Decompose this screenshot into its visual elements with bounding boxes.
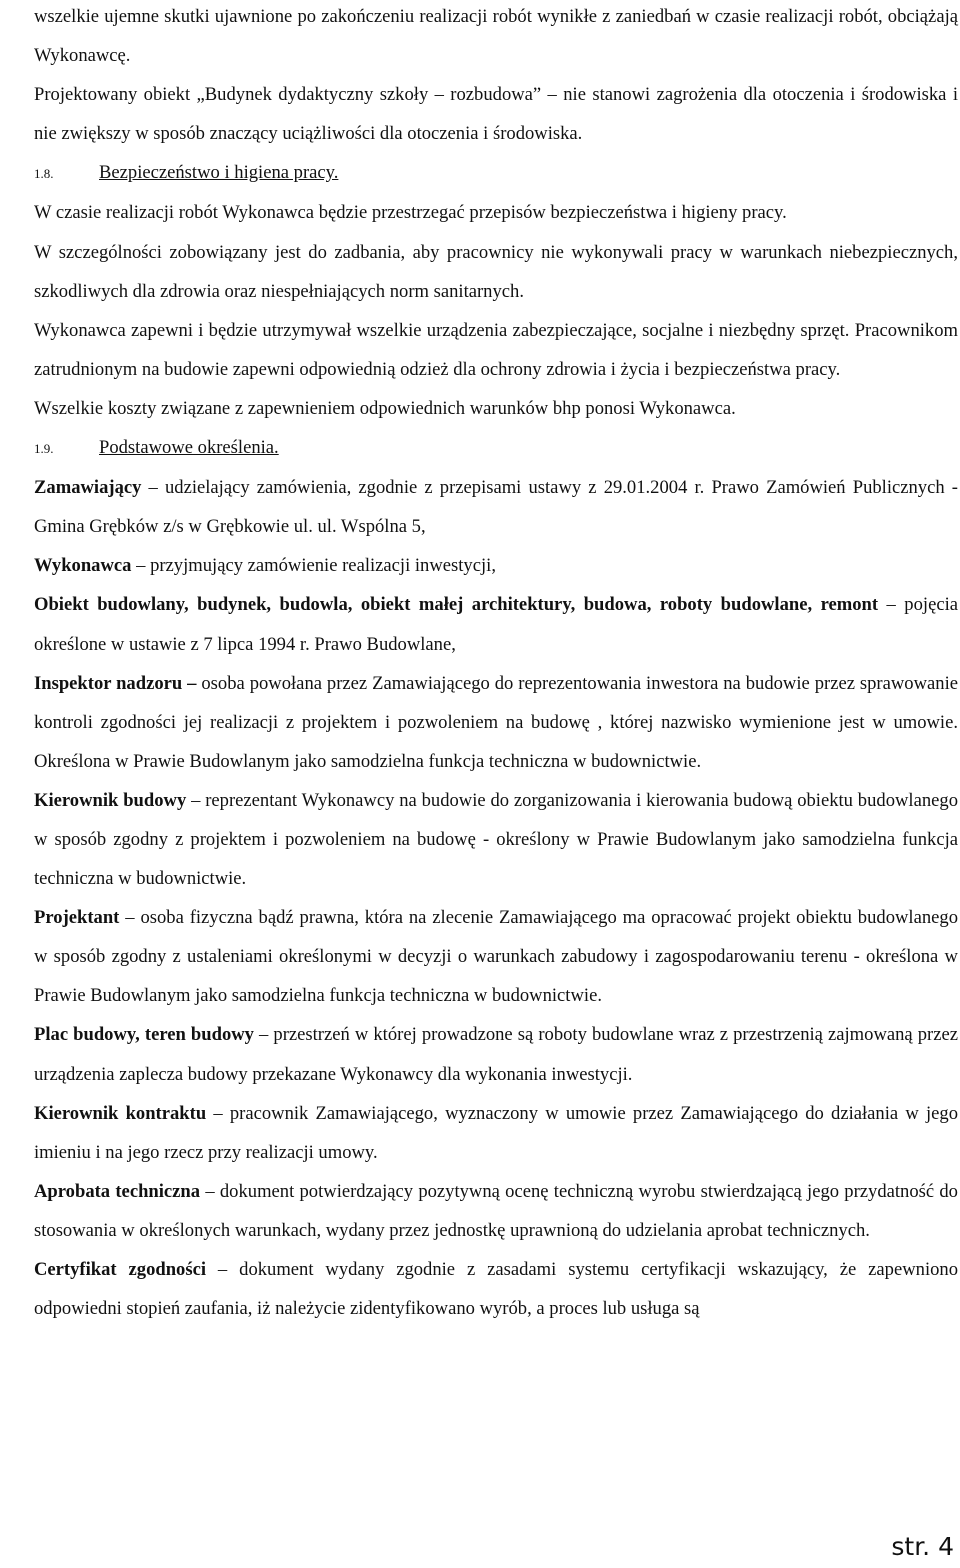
section-number: 1.9.	[34, 441, 54, 457]
definition-term: Obiekt budowlany, budynek, budowla, obiekt małej architektury, budowa, roboty budowlane, remont	[34, 594, 879, 616]
section-number: 1.8.	[34, 166, 54, 182]
definition-projektant	[34, 898, 958, 1015]
definition-plac-budowy	[34, 1015, 958, 1093]
definition-zamawiajacy	[34, 468, 958, 546]
definition-text: – osoba fizyczna bądź prawna, która na zlecenie Zamawiającego ma opracować projekt obiektu budowlanego w sposób zgodny z ustaleniami określonymi w decyzji o warunkach zabudowy i zagospodarowaniu terenu - określona w Prawie Budowlanym jako samodzielna funkcja techniczna w budownictwie.	[34, 907, 958, 1007]
definition-aprobata-techniczna	[34, 1172, 958, 1250]
definition-term: Certyfikat zgodności	[34, 1259, 207, 1280]
definition-text: – udzielający zamówienia, zgodnie z przepisami ustawy z 29.01.2004 r. Prawo Zamówień Publicznych - Gmina Grębków z/s w Grębkowie ul. ul. Wspólna 5,	[34, 477, 958, 538]
definition-obiekt-budowlany	[34, 585, 958, 663]
section-heading-1-8	[34, 153, 958, 193]
definition-term: Kierownik kontraktu	[34, 1102, 207, 1124]
definition-term: Aprobata techniczna	[34, 1180, 201, 1202]
bhp-paragraph-3: Wykonawca zapewni i będzie utrzymywał wszelkie urządzenia zabezpieczające, socjalne i niezbędny sprzęt. Pracownikom zatrudnionym na budowie zapewni odpowiednią odzież dla ochrony zdrowia i życia i bezpieczeństwa pracy.	[34, 319, 958, 380]
definition-term: Plac budowy, teren budowy	[34, 1024, 254, 1046]
definition-text: – dokument wydany zgodnie z zasadami systemu certyfikacji wskazujący, że zapewniono odpowiedni stopień zaufania, iż należycie zidentyfikowano wyrób, a proces lub usługa są	[34, 1259, 958, 1320]
document-page	[34, 0, 958, 1328]
definition-text: – dokument potwierdzający pozytywną ocenę techniczną wyrobu stwierdzającą jego przydatność do stosowania w określonych warunkach, wydany przez jednostkę uprawnioną do udzielania aprobat technicznych.	[34, 1180, 958, 1241]
section-heading-1-9	[34, 428, 958, 468]
definition-wykonawca	[34, 546, 958, 585]
definition-term: Projektant	[34, 907, 120, 929]
definition-term: Wykonawca	[34, 555, 132, 577]
bhp-paragraph-1: W czasie realizacji robót Wykonawca będzie przestrzegać przepisów bezpieczeństwa i higieny pracy.	[34, 202, 787, 224]
definition-certyfikat-zgodnosci	[34, 1250, 958, 1328]
section-title: Bezpieczeństwo i higiena pracy.	[99, 162, 339, 184]
paragraph-continuation-1: wszelkie ujemne skutki ujawnione po zakończeniu realizacji robót wynikłe z zaniedbań w czasie realizacji robót, obciążają Wykonawcę.	[34, 6, 958, 67]
section-title: Podstawowe określenia.	[99, 437, 279, 459]
definition-term: Kierownik budowy	[34, 789, 187, 811]
definition-text: – pojęcia określone w ustawie z 7 lipca 1994 r. Prawo Budowlane,	[34, 594, 958, 655]
definition-inspektor-nadzoru	[34, 664, 958, 781]
definition-text: osoba powołana przez Zamawiającego do reprezentowania inwestora na budowie przez sprawowanie kontroli zgodności jej realizacji z projektem i pozwoleniem na budowę , której nazwisko wymienione jest w umowie. Określona w Prawie Budowlanym jako samodzielna funkcja techniczna w budownictwie.	[34, 672, 958, 772]
definition-text: – reprezentant Wykonawcy na budowie do zorganizowania i kierowania budową obiektu budowlanego w sposób zgodny z projektem i pozwoleniem na budowę - określony w Prawie Budowlanym jako samodzielna funkcja techniczna w budownictwie.	[34, 789, 958, 890]
definition-term: Zamawiający	[34, 477, 142, 499]
bhp-paragraph-2: W szczególności zobowiązany jest do zadbania, aby pracownicy nie wykonywali pracy w warunkach niebezpiecznych, szkodliwych dla zdrowia oraz niespełniających norm sanitarnych.	[34, 241, 958, 302]
definition-kierownik-kontraktu	[34, 1094, 958, 1172]
page-number: str. 4	[891, 1532, 954, 1561]
definition-kierownik-budowy	[34, 781, 958, 898]
paragraph-continuation-2: Projektowany obiekt „Budynek dydaktyczny szkoły – rozbudowa” – nie stanowi zagrożenia dla otoczenia i środowiska i nie zwiększy w sposób znaczący uciążliwości dla otoczenia i środowiska.	[34, 84, 958, 145]
definition-text: – pracownik Zamawiającego, wyznaczony w umowie przez Zamawiającego do działania w jego imieniu i na jego rzecz przy realizacji umowy.	[34, 1102, 958, 1163]
definition-term: Inspektor nadzoru –	[34, 672, 197, 694]
definition-text: – przyjmujący zamówienie realizacji inwestycji,	[131, 555, 496, 577]
bhp-paragraph-4: Wszelkie koszty związane z zapewnieniem odpowiednich warunków bhp ponosi Wykonawca.	[34, 397, 736, 419]
definition-text: – przestrzeń w której prowadzone są roboty budowlane wraz z przestrzenią zajmowaną przez urządzenia zaplecza budowy przekazane Wykonawcy dla wykonania inwestycji.	[34, 1024, 958, 1085]
